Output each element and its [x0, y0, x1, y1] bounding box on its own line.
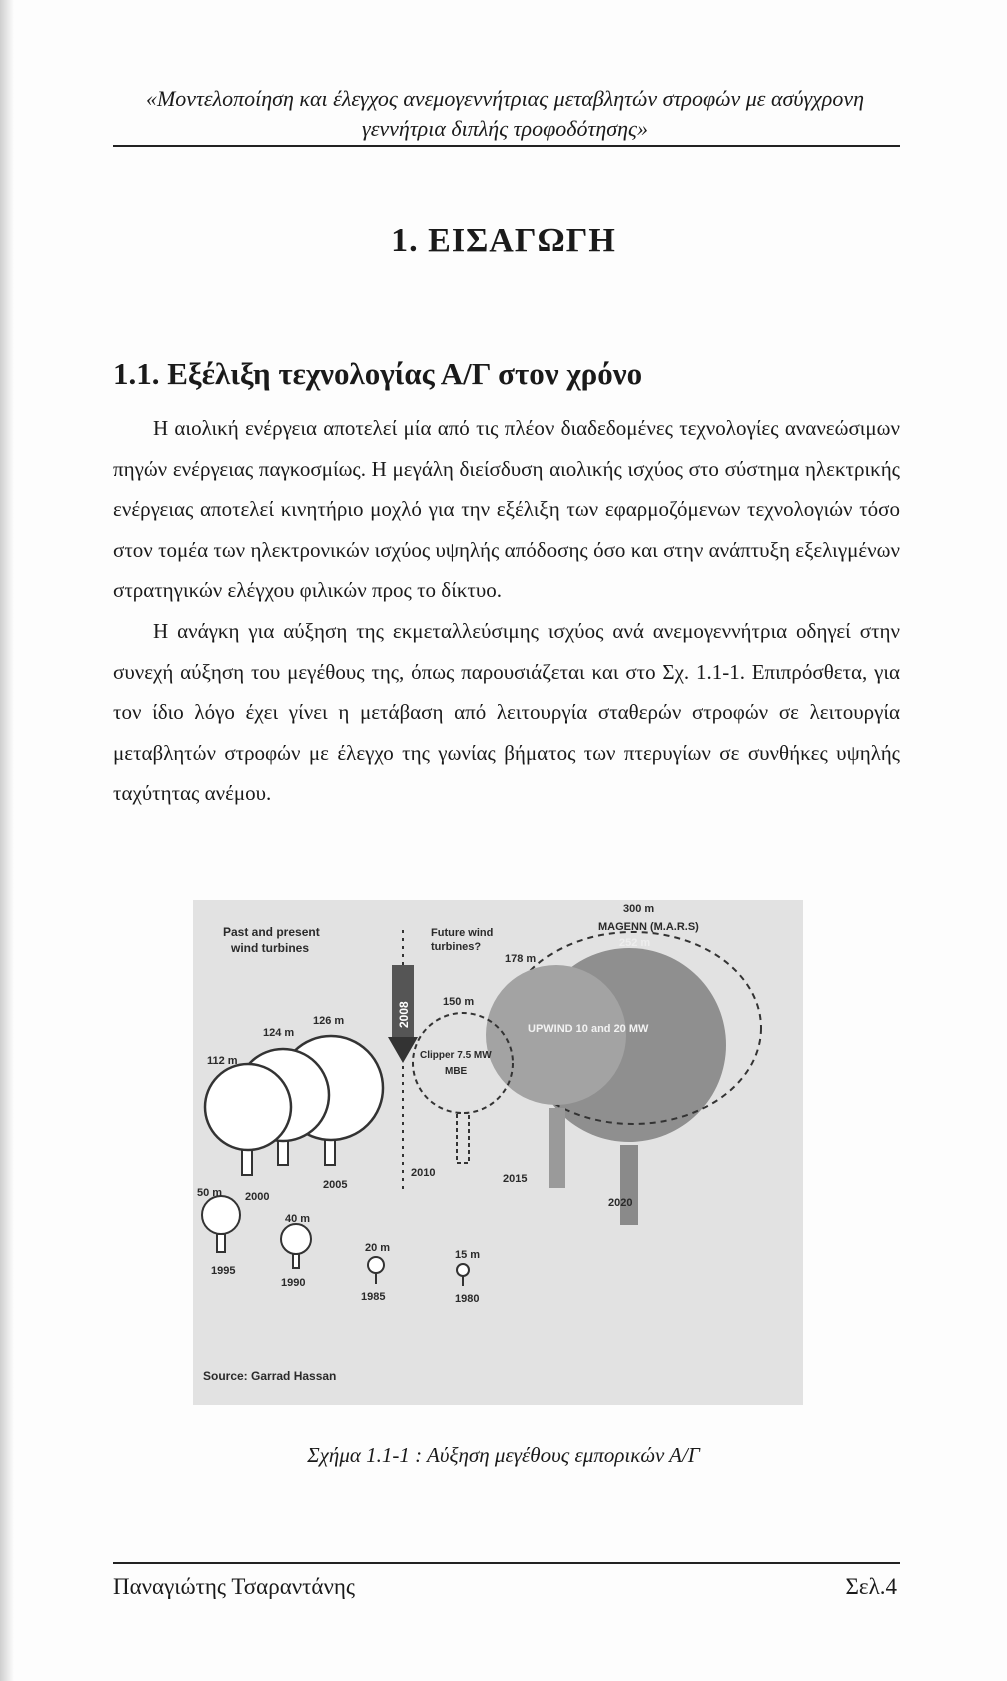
down-arrow-icon: [388, 1037, 418, 1063]
turbine-size-figure: [193, 900, 803, 1405]
header-line-1: «Μοντελοποίηση και έλεγχος ανεμογεννήτριας μεταβλητών στροφών με ασύγχρονη: [145, 86, 865, 111]
label-112m: 112 m: [207, 1055, 238, 1067]
label-178m: 178 m: [505, 953, 537, 965]
label-magenn: MAGENN (M.A.R.S): [598, 921, 699, 933]
label-50m: 50 m: [197, 1187, 223, 1199]
turbine-1985: [368, 1257, 384, 1284]
footer-rule: [113, 1562, 900, 1564]
label-124m: 124 m: [263, 1027, 295, 1039]
label-year-1985: 1985: [361, 1291, 386, 1303]
label-15m: 15 m: [455, 1249, 481, 1261]
section-title: 1.1. Εξέλιξη τεχνολογίας Α/Γ στον χρόνο: [113, 356, 643, 391]
label-year-2005: 2005: [323, 1179, 348, 1191]
label-300m: 300 m: [623, 903, 655, 915]
label-year-2020: 2020: [608, 1197, 633, 1209]
label-year-1995: 1995: [211, 1265, 236, 1277]
label-252m: 252 m: [619, 937, 651, 949]
tower-2015: [549, 1108, 565, 1188]
label-upwind: UPWIND 10 and 20 MW: [528, 1023, 649, 1035]
figure-caption: Σχήμα 1.1-1 : Αύξηση μεγέθους εμπορικών Α/Γ: [307, 1443, 700, 1467]
label-126m: 126 m: [313, 1015, 345, 1027]
tower-2020: [620, 1145, 638, 1225]
rotor-178m: [486, 965, 626, 1105]
header-rule: [113, 145, 900, 147]
label-year-1990: 1990: [281, 1277, 306, 1289]
body-text: [113, 408, 900, 814]
label-year-2010: 2010: [411, 1167, 436, 1179]
turbine-2015: [486, 965, 626, 1188]
label-clipper: Clipper 7.5 MW: [420, 1050, 492, 1061]
label-150m: 150 m: [443, 996, 475, 1008]
label-40m: 40 m: [285, 1213, 311, 1225]
year-2008-marker: [388, 930, 418, 1190]
label-year-2015: 2015: [503, 1173, 528, 1185]
paragraph-2: Η ανάγκη για αύξηση της εκμεταλλεύσιμης ισχύος ανά ανεμογεννήτρια οδηγεί στην συνεχή αύξηση του μεγέθους της, όπως παρουσιάζεται και στο Σχ. 1.1-1. Επιπρόσθετα, για τον ίδιο λόγο έχει γίνει η μετάβαση από λειτουργία σταθερών στροφών σε λειτουργία μεταβλητών στροφών με έλεγχο της γωνίας βήματος των πτερυγίων σε συνθήκες υψηλής ταχύτητας ανέμου.: [113, 618, 900, 806]
label-20m: 20 m: [365, 1242, 391, 1254]
turbine-1990: [281, 1224, 311, 1268]
label-mbe: MBE: [445, 1066, 468, 1077]
tower-2010: [457, 1113, 469, 1163]
marker-2008-label: 2008: [397, 1001, 411, 1028]
header-line-2: γεννήτρια διπλής τροφοδότησης»: [362, 116, 648, 141]
figure-source: Source: Garrad Hassan: [203, 1369, 337, 1383]
label-past-1: Past and present: [223, 925, 320, 939]
page-number: Σελ.4: [845, 1574, 897, 1599]
footer-author: Παναγιώτης Τσαραντάνης: [113, 1574, 355, 1599]
paragraph-1: Η αιολική ενέργεια αποτελεί μία από τις πλέον διαδεδομένες τεχνολογίες ανανεώσιμων πηγών ενέργειας παγκοσμίως. Η μεγάλη διείσδυση αιολικής ισχύος στο σύστημα ηλεκτρικής ενέργειας αποτελεί κινητήριο μοχλό για την εξέλιξη των εφαρμοζόμενων τεχνολογιών τόσο στον τομέα των ηλεκτρονικών ισχύος υψηλής απόδοσης όσο και στην ανάπτυξη εξελιγμένων στρατηγικών ελέγχου φιλικών προς το δίκτυο.: [113, 416, 900, 603]
turbine-1995: [202, 1196, 240, 1252]
turbine-size-diagram: [193, 900, 803, 1405]
label-year-2000: 2000: [245, 1191, 270, 1203]
running-header: [110, 84, 900, 144]
label-future-2: turbines?: [431, 941, 482, 953]
label-year-1980: 1980: [455, 1293, 480, 1305]
label-past-2: wind turbines: [231, 941, 309, 955]
chapter-title: 1. ΕΙΣΑΓΩΓΗ: [391, 222, 616, 259]
label-future-1: Future wind: [431, 927, 494, 939]
turbine-1980: [457, 1264, 469, 1286]
